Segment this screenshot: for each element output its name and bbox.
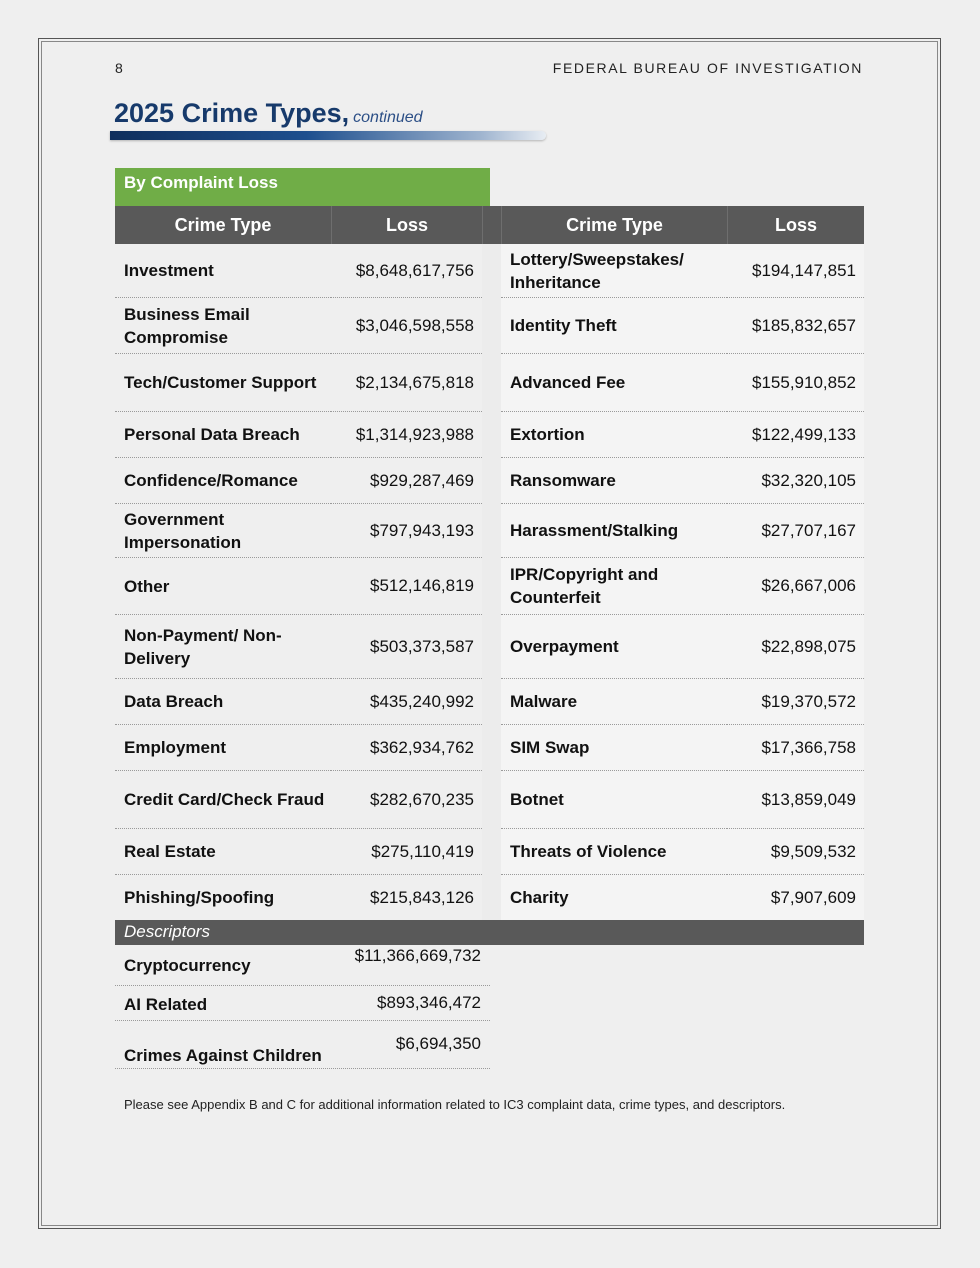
crime-type-cell: Business Email Compromise [115, 298, 331, 354]
table-row [115, 829, 864, 875]
crime-type-cell: Extortion [501, 412, 727, 458]
loss-cell: $275,110,419 [331, 829, 482, 875]
descriptor-row [115, 1021, 490, 1069]
crime-type-cell: SIM Swap [501, 725, 727, 771]
crime-type-cell: Overpayment [501, 615, 727, 679]
header-loss-left: Loss [331, 206, 482, 244]
header-loss-right: Loss [727, 206, 864, 244]
crime-type-cell: Government Impersonation [115, 504, 331, 558]
title-text: 2025 Crime Types, [114, 98, 350, 128]
column-gap [482, 771, 501, 829]
loss-cell: $1,314,923,988 [331, 412, 482, 458]
loss-cell: $797,943,193 [331, 504, 482, 558]
loss-cell: $22,898,075 [727, 615, 864, 679]
loss-cell: $503,373,587 [331, 615, 482, 679]
loss-cell: $215,843,126 [331, 875, 482, 921]
column-gap [482, 725, 501, 771]
column-gap [482, 558, 501, 615]
loss-cell: $435,240,992 [331, 679, 482, 725]
table-row [115, 458, 864, 504]
crime-type-cell: Ransomware [501, 458, 727, 504]
column-gap [482, 298, 501, 354]
loss-cell: $27,707,167 [727, 504, 864, 558]
section-tab-by-complaint-loss: By Complaint Loss [115, 168, 490, 206]
crime-type-cell: Confidence/Romance [115, 458, 331, 504]
loss-cell: $3,046,598,558 [331, 298, 482, 354]
header-crime-type-right: Crime Type [501, 206, 727, 244]
crime-type-cell: Real Estate [115, 829, 331, 875]
loss-cell: $185,832,657 [727, 298, 864, 354]
column-gap [482, 829, 501, 875]
table-row [115, 298, 864, 354]
crime-type-cell: Lottery/Sweepstakes/ Inheritance [501, 244, 727, 298]
column-gap [482, 354, 501, 412]
column-gap [482, 244, 501, 298]
loss-cell: $32,320,105 [727, 458, 864, 504]
descriptor-row [115, 986, 490, 1021]
loss-cell: $512,146,819 [331, 558, 482, 615]
column-gap [482, 679, 501, 725]
crime-type-cell: Data Breach [115, 679, 331, 725]
loss-cell: $7,907,609 [727, 875, 864, 921]
crime-type-cell: IPR/Copyright and Counterfeit [501, 558, 727, 615]
table-row [115, 412, 864, 458]
page-title [114, 98, 423, 129]
descriptors-header: Descriptors [115, 920, 864, 945]
crime-type-cell: Non-Payment/ Non-Delivery [115, 615, 331, 679]
crime-type-cell: Identity Theft [501, 298, 727, 354]
loss-cell: $26,667,006 [727, 558, 864, 615]
crime-type-cell: Phishing/Spoofing [115, 875, 331, 921]
page-number: 8 [115, 60, 123, 76]
title-underline-swoosh [110, 131, 546, 140]
crime-type-cell: Investment [115, 244, 331, 298]
descriptors-table [115, 945, 490, 1069]
header-crime-type-left: Crime Type [115, 206, 331, 244]
loss-cell: $8,648,617,756 [331, 244, 482, 298]
loss-cell: $122,499,133 [727, 412, 864, 458]
loss-cell: $9,509,532 [727, 829, 864, 875]
header-gap [482, 206, 501, 244]
table-row [115, 504, 864, 558]
crime-loss-table [115, 244, 864, 921]
descriptor-loss: $893,346,472 [377, 993, 481, 1012]
footnote: Please see Appendix B and C for additional information related to IC3 complaint data, crime types, and descriptors. [124, 1097, 786, 1112]
table-row [115, 771, 864, 829]
loss-cell: $362,934,762 [331, 725, 482, 771]
crime-type-cell: Malware [501, 679, 727, 725]
column-gap [482, 875, 501, 921]
loss-cell: $13,859,049 [727, 771, 864, 829]
crime-type-cell: Threats of Violence [501, 829, 727, 875]
descriptor-loss: $11,366,669,732 [354, 946, 481, 965]
title-continued: continued [353, 109, 423, 126]
column-gap [482, 458, 501, 504]
table-row [115, 244, 864, 298]
table-row [115, 875, 864, 921]
crime-type-cell: Personal Data Breach [115, 412, 331, 458]
crime-type-cell: Advanced Fee [501, 354, 727, 412]
descriptor-type: Cryptocurrency [124, 956, 251, 975]
loss-cell: $17,366,758 [727, 725, 864, 771]
crime-type-cell: Credit Card/Check Fraud [115, 771, 331, 829]
descriptor-type: AI Related [124, 995, 208, 1014]
descriptor-type: Crimes Against Children [124, 1046, 322, 1065]
crime-type-cell: Harassment/Stalking [501, 504, 727, 558]
crime-type-cell: Charity [501, 875, 727, 921]
loss-cell: $282,670,235 [331, 771, 482, 829]
table-row [115, 725, 864, 771]
column-gap [482, 412, 501, 458]
table-row [115, 354, 864, 412]
loss-cell: $929,287,469 [331, 458, 482, 504]
column-gap [482, 615, 501, 679]
crime-type-cell: Other [115, 558, 331, 615]
table-row [115, 615, 864, 679]
descriptor-row [115, 945, 490, 986]
loss-cell: $2,134,675,818 [331, 354, 482, 412]
column-gap [482, 504, 501, 558]
table-row [115, 558, 864, 615]
loss-cell: $19,370,572 [727, 679, 864, 725]
crime-type-cell: Botnet [501, 771, 727, 829]
table-row [115, 679, 864, 725]
crime-type-cell: Tech/Customer Support [115, 354, 331, 412]
agency-name: FEDERAL BUREAU OF INVESTIGATION [552, 60, 863, 76]
crime-type-cell: Employment [115, 725, 331, 771]
descriptor-loss: $6,694,350 [395, 1034, 481, 1053]
loss-cell: $194,147,851 [727, 244, 864, 298]
loss-cell: $155,910,852 [727, 354, 864, 412]
